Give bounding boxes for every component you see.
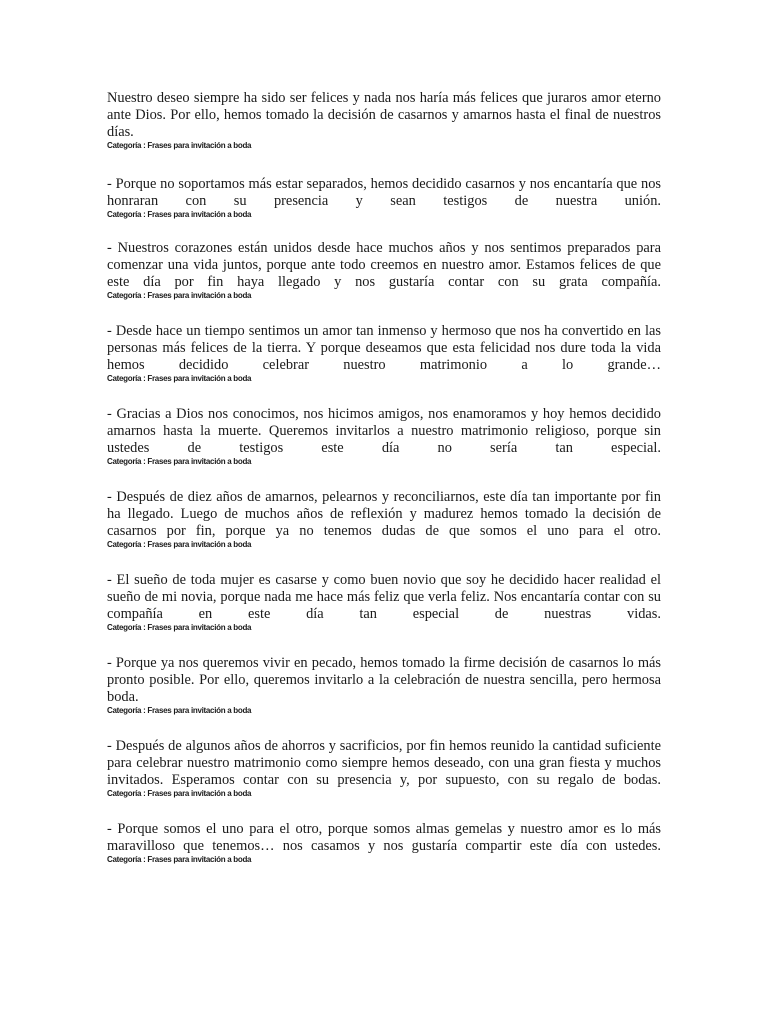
phrase-text: Nuestro deseo siempre ha sido ser felices y nada nos haría más felices que juraros amor eterno ante Dios. Por ello, hemos tomado la decisión de casarnos y amarnos hasta el final de nuestros días.: [107, 90, 661, 140]
phrase-entry: [107, 572, 661, 633]
phrase-text: - Nuestros corazones están unidos desde hace muchos años y nos sentimos preparados para comenzar una vida juntos, porque ante todo creemos en nuestro amor. Estamos felices de que este día por fin haya llegado y nos gustaría contar con su grata compañía.: [107, 240, 661, 290]
phrase-category: Categoría : Frases para invitación a boda: [107, 291, 252, 300]
phrase-text: - Porque somos el uno para el otro, porque somos almas gemelas y nuestro amor es lo más maravilloso que tenemos… nos casamos y nos gustaría compartir este día con ustedes.: [107, 821, 661, 854]
phrase-category: Categoría : Frases para invitación a boda: [107, 706, 252, 715]
phrase-entry: [107, 738, 661, 799]
phrase-category: Categoría : Frases para invitación a boda: [107, 789, 252, 798]
phrase-text: - Después de diez años de amarnos, pelearnos y reconciliarnos, este día tan importante por fin ha llegado. Luego de muchos años de reflexión y madurez hemos tomado la decisión de casarnos por fin, porque ya no tenemos dudas de que somos el uno para el otro.: [107, 489, 661, 539]
phrase-entry: [107, 655, 661, 716]
phrase-category: Categoría : Frases para invitación a boda: [107, 457, 252, 466]
phrase-category: Categoría : Frases para invitación a boda: [107, 623, 252, 632]
phrase-text: - El sueño de toda mujer es casarse y como buen novio que soy he decidido hacer realidad el sueño de mi novia, porque nada me hace más feliz que verla feliz. Nos encantaría contar con su compañía en este día tan especial de nuestras vidas.: [107, 572, 661, 622]
phrase-category: Categoría : Frases para invitación a boda: [107, 141, 252, 150]
phrase-entry: [107, 176, 661, 220]
phrase-category: Categoría : Frases para invitación a boda: [107, 210, 252, 219]
phrase-entry: [107, 323, 661, 384]
phrase-entry: [107, 240, 661, 301]
phrase-text: - Porque ya nos queremos vivir en pecado, hemos tomado la firme decisión de casarnos lo más pronto posible. Por ello, queremos invitarlo a la celebración de nuestra sencilla, pero hermosa boda.: [107, 655, 661, 705]
phrase-entry: [107, 406, 661, 467]
phrase-text: - Después de algunos años de ahorros y sacrificios, por fin hemos reunido la cantidad suficiente para celebrar nuestro matrimonio como siempre hemos deseado, con una gran fiesta y muchos invitados. Esperamos contar con su presencia y, por supuesto, con su regalo de bodas.: [107, 738, 661, 788]
phrase-text: - Porque no soportamos más estar separados, hemos decidido casarnos y nos encantaría que nos honraran con su presencia y sean testigos de nuestra unión.: [107, 176, 661, 209]
phrase-category: Categoría : Frases para invitación a boda: [107, 855, 252, 864]
phrase-entry: [107, 821, 661, 865]
phrase-entry: [107, 90, 661, 151]
phrase-category: Categoría : Frases para invitación a boda: [107, 540, 252, 549]
phrase-text: - Desde hace un tiempo sentimos un amor tan inmenso y hermoso que nos ha convertido en las personas más felices de la tierra. Y porque deseamos que esta felicidad nos dure toda la vida hemos decidido celebrar nuestro matrimonio a lo grande…: [107, 323, 661, 373]
phrase-text: - Gracias a Dios nos conocimos, nos hicimos amigos, nos enamoramos y hoy hemos decidido amarnos hasta la muerte. Queremos invitarlos a nuestro matrimonio religioso, porque sin ustedes de testigos este día no sería tan especial.: [107, 406, 661, 456]
phrase-category: Categoría : Frases para invitación a boda: [107, 374, 252, 383]
phrase-entry: [107, 489, 661, 550]
